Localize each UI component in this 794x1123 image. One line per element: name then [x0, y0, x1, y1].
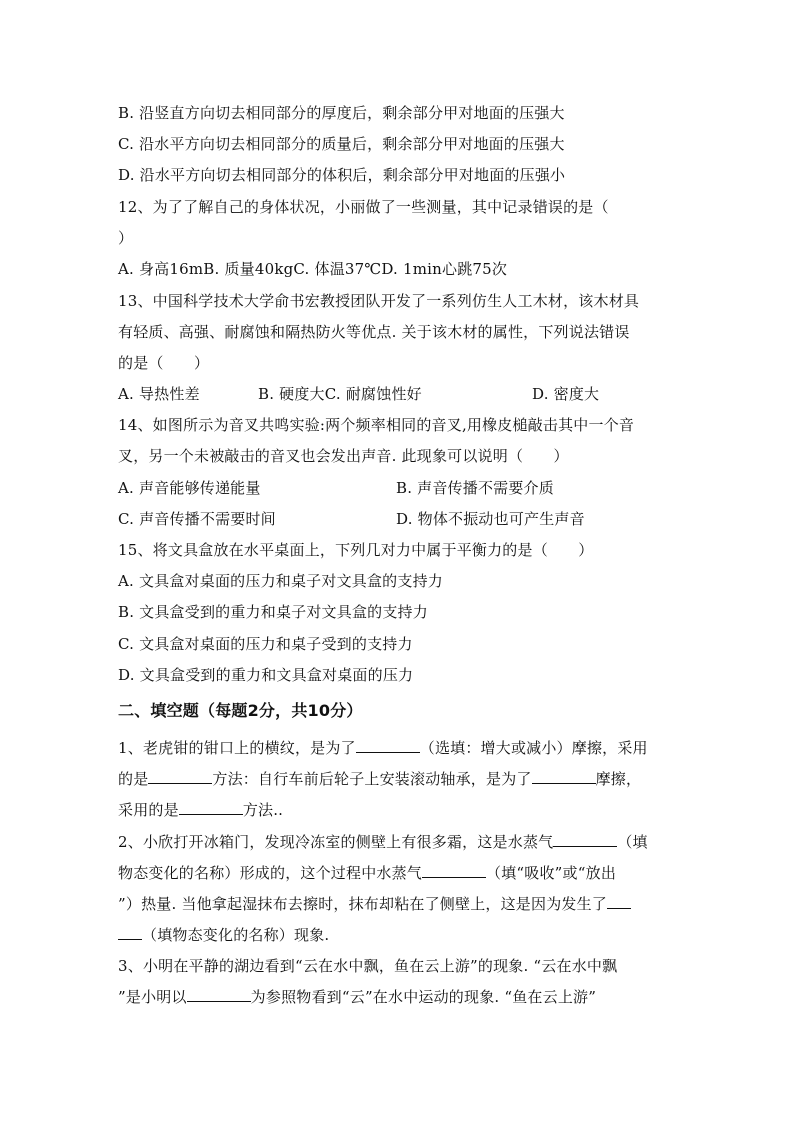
- fill1-text-4: 方法：自行车前后轮子上安装滚动轴承，是为了: [212, 770, 532, 788]
- q12-options: A. 身高16mB. 质量40kgC. 体温37℃D. 1min心跳75次: [118, 260, 508, 278]
- fill2-text-6: （填物态变化的名称）现象.: [142, 926, 330, 944]
- fill2-text-4: （填“吸收”或“放出: [486, 864, 617, 882]
- fill2-line1: [118, 832, 678, 852]
- q13-stem-line1: 13、中国科学技术大学俞书宏教授团队开发了一系列仿生人工木材，该木材具: [118, 292, 640, 310]
- fill1-text-2: （选填：增大或减小）摩擦，采用: [419, 739, 648, 757]
- q14-option-c: C. 声音传播不需要时间: [118, 510, 276, 528]
- fill2-text-1: 2、小欣打开冰箱门，发现冷冻室的侧壁上有很多霜，这是水蒸气: [118, 833, 554, 851]
- fill1-text-6: 采用的是: [118, 801, 179, 819]
- q12-stem-line1: 12、为了了解自己的身体状况，小丽做了一些测量，其中记录错误的是（: [118, 198, 609, 216]
- fill2-text-5: ”）热量. 当他拿起湿抹布去擦时，抹布却粘在了侧壁上，这是因为发生了: [118, 895, 608, 913]
- fill1-line3: [118, 800, 678, 820]
- q15-option-a: A. 文具盒对桌面的压力和桌子对文具盒的支持力: [118, 572, 443, 590]
- q15-option-b: B. 文具盒受到的重力和桌子对文具盒的支持力: [118, 603, 428, 621]
- q14-option-b: B. 声音传播不需要介质: [396, 479, 554, 497]
- fill2-line2: [118, 863, 678, 883]
- q11-option-c: C. 沿水平方向切去相同部分的质量后，剩余部分甲对地面的压强大: [118, 135, 565, 153]
- answer-blank: [422, 863, 486, 878]
- fill3-line2: [118, 987, 678, 1007]
- q14-option-a: A. 声音能够传递能量: [118, 479, 261, 497]
- answer-blank: [356, 738, 420, 753]
- fill3-text-1: ”是小明以: [118, 988, 187, 1006]
- fill1-text-5: 摩擦，: [595, 770, 642, 788]
- q13-stem-line3: 的是（ ）: [118, 354, 210, 372]
- answer-blank: [532, 769, 596, 784]
- answer-blank: [148, 769, 212, 784]
- fill2-line3: [118, 894, 678, 914]
- q15-stem: 15、将文具盒放在水平桌面上，下列几对力中属于平衡力的是（ ）: [118, 541, 594, 559]
- q13-option-d: D. 密度大: [532, 385, 600, 403]
- q13-stem-line2: 有轻质、高强、耐腐蚀和隔热防火等优点. 关于该木材的属性，下列说法错误: [118, 323, 630, 341]
- fill2-text-2: （填: [617, 833, 648, 851]
- fill1-text-3: 的是: [118, 770, 149, 788]
- q13-option-bc: B. 硬度大C. 耐腐蚀性好: [258, 385, 422, 403]
- section-heading-fill-in: 二、填空题（每题2分，共10分）: [118, 701, 363, 720]
- q11-option-b: B. 沿竖直方向切去相同部分的厚度后，剩余部分甲对地面的压强大: [118, 104, 565, 122]
- q14-stem-line1: 14、如图所示为音叉共鸣实验:两个频率相同的音叉,用橡皮槌敲击其中一个音: [118, 416, 635, 434]
- fill2-text-3: 物态变化的名称）形成的，这个过程中水蒸气: [118, 864, 423, 882]
- answer-blank: [187, 987, 251, 1002]
- fill3-text-2: 为参照物看到“云”在水中运动的现象. “鱼在云上游”: [250, 988, 597, 1006]
- q11-option-d: D. 沿水平方向切去相同部分的体积后，剩余部分甲对地面的压强小: [118, 166, 566, 184]
- fill1-text-7: 方法..: [242, 801, 284, 819]
- answer-blank: [607, 894, 631, 909]
- fill1-line1: [118, 738, 678, 758]
- q14-option-d: D. 物体不振动也可产生声音: [396, 510, 585, 528]
- q13-option-a: A. 导热性差: [118, 385, 200, 403]
- q14-stem-line2: 叉，另一个未被敲击的音叉也会发出声音. 此现象可以说明（ ）: [118, 447, 569, 465]
- fill3-line1: 3、小明在平静的湖边看到“云在水中飘，鱼在云上游”的现象. “云在水中飘: [118, 957, 618, 975]
- fill2-line4: [118, 925, 678, 945]
- q12-stem-line2: ）: [118, 229, 134, 247]
- q15-option-d: D. 文具盒受到的重力和文具盒对桌面的压力: [118, 666, 414, 684]
- answer-blank: [179, 800, 243, 815]
- fill1-line2: [118, 769, 678, 789]
- answer-blank: [118, 925, 142, 940]
- fill1-text-1: 1、老虎钳的钳口上的横纹，是为了: [118, 739, 356, 757]
- q15-option-c: C. 文具盒对桌面的压力和桌子受到的支持力: [118, 635, 413, 653]
- answer-blank: [553, 832, 617, 847]
